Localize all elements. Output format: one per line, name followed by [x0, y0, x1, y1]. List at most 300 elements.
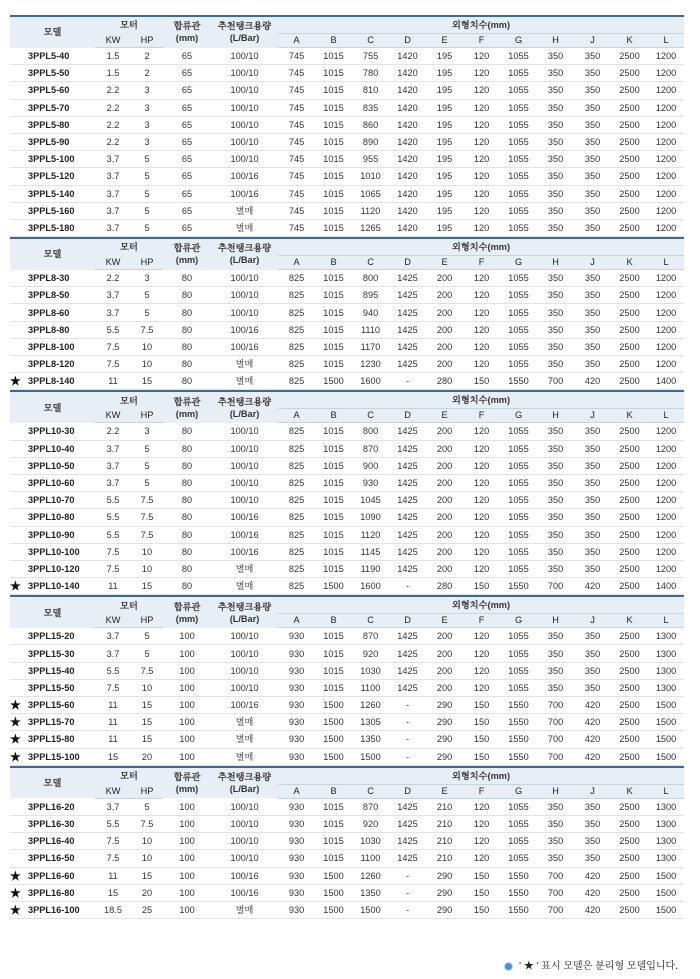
- header-dim-col: H: [537, 614, 574, 628]
- tank-cell: 별매: [211, 219, 278, 236]
- tank-cell: 100/10: [211, 628, 278, 645]
- kw-cell: 11: [95, 697, 131, 714]
- model-name: 3PPL5-60: [28, 85, 70, 96]
- hp-cell: 3: [131, 133, 163, 150]
- bullet-icon: [504, 962, 513, 971]
- dim-cell: 745: [278, 168, 315, 185]
- header-motor: 모터: [95, 596, 163, 614]
- dim-cell: 955: [352, 151, 389, 168]
- dim-cell: 1500: [648, 714, 684, 731]
- dim-cell: 1425: [389, 850, 426, 867]
- model-cell: [10, 457, 95, 474]
- dim-cell: 1420: [389, 219, 426, 236]
- header-pipe: 합류관 (mm): [163, 238, 211, 270]
- table-row: [10, 356, 684, 373]
- dim-cell: 2500: [611, 65, 648, 82]
- dim-cell: 1200: [648, 116, 684, 133]
- hp-cell: 7.5: [131, 526, 163, 543]
- dim-cell: 1425: [389, 321, 426, 338]
- dim-cell: 420: [574, 578, 611, 595]
- dim-cell: 350: [574, 321, 611, 338]
- model-name: 3PPL10-100: [28, 546, 80, 557]
- dim-cell: 1200: [648, 526, 684, 543]
- star-icon: ★: [10, 715, 21, 730]
- tank-cell: 100/10: [211, 492, 278, 509]
- pipe-cell: 65: [163, 219, 211, 236]
- header-dim-col: H: [537, 784, 574, 798]
- model-cell: [10, 748, 95, 765]
- header-dim-col: J: [574, 784, 611, 798]
- dim-cell: 1055: [500, 423, 537, 440]
- dim-cell: 1200: [648, 560, 684, 577]
- dim-cell: 825: [278, 492, 315, 509]
- tank-cell: 100/16: [211, 509, 278, 526]
- tank-cell: 100/10: [211, 82, 278, 99]
- dim-cell: 1015: [315, 356, 352, 373]
- hp-cell: 7.5: [131, 509, 163, 526]
- tank-cell: 100/10: [211, 48, 278, 65]
- model-cell: [10, 714, 95, 731]
- hp-cell: 3: [131, 82, 163, 99]
- model-cell: [10, 474, 95, 491]
- model-name: 3PPL16-50: [28, 853, 75, 864]
- dim-cell: 1425: [389, 457, 426, 474]
- dim-cell: 745: [278, 48, 315, 65]
- kw-cell: 7.5: [95, 833, 131, 850]
- dim-cell: 1015: [315, 151, 352, 168]
- dim-cell: 1055: [500, 202, 537, 219]
- dim-cell: 1200: [648, 82, 684, 99]
- dim-cell: 200: [426, 662, 463, 679]
- model-name: 3PPL5-160: [28, 205, 75, 216]
- header-dim-col: J: [574, 614, 611, 628]
- dim-cell: 1550: [500, 748, 537, 765]
- kw-cell: 3.7: [95, 202, 131, 219]
- model-cell: [10, 304, 95, 321]
- dim-cell: 930: [278, 645, 315, 662]
- dim-cell: 1425: [389, 798, 426, 815]
- dim-cell: 120: [463, 82, 500, 99]
- dim-cell: 350: [537, 202, 574, 219]
- kw-cell: 7.5: [95, 338, 131, 355]
- dim-cell: 1170: [352, 338, 389, 355]
- dim-cell: 1015: [315, 202, 352, 219]
- model-cell: [10, 492, 95, 509]
- dim-cell: 825: [278, 287, 315, 304]
- dim-cell: 350: [574, 679, 611, 696]
- hp-cell: 5: [131, 474, 163, 491]
- dim-cell: 1425: [389, 543, 426, 560]
- dim-cell: 2500: [611, 82, 648, 99]
- model-name: 3PPL10-90: [28, 529, 75, 540]
- header-tank: 추천탱크용량 (L/Bar): [211, 16, 278, 48]
- model-name: 3PPL5-40: [28, 50, 70, 61]
- dim-cell: 350: [574, 440, 611, 457]
- dim-cell: 200: [426, 304, 463, 321]
- dim-cell: 1015: [315, 185, 352, 202]
- dim-cell: 1015: [315, 219, 352, 236]
- hp-cell: 10: [131, 679, 163, 696]
- pipe-cell: 80: [163, 526, 211, 543]
- dim-cell: 195: [426, 151, 463, 168]
- tank-cell: 100/16: [211, 168, 278, 185]
- table-row: [10, 270, 684, 287]
- spec-table: [10, 237, 684, 390]
- dim-cell: 2500: [611, 578, 648, 595]
- hp-cell: 3: [131, 423, 163, 440]
- model-cell: [10, 901, 95, 918]
- header-hp: HP: [131, 34, 163, 48]
- dim-cell: 930: [278, 748, 315, 765]
- header-dim-col: G: [500, 34, 537, 48]
- dim-cell: 890: [352, 133, 389, 150]
- dim-cell: 1600: [352, 578, 389, 595]
- dim-cell: 120: [463, 116, 500, 133]
- dim-cell: 350: [574, 457, 611, 474]
- tank-cell: 100/10: [211, 116, 278, 133]
- dim-cell: -: [389, 373, 426, 390]
- header-dim-col: C: [352, 34, 389, 48]
- dim-cell: 350: [574, 82, 611, 99]
- dim-cell: 1425: [389, 815, 426, 832]
- dim-cell: 870: [352, 440, 389, 457]
- pipe-cell: 65: [163, 151, 211, 168]
- dim-cell: 1300: [648, 662, 684, 679]
- header-dim-col: F: [463, 614, 500, 628]
- kw-cell: 11: [95, 867, 131, 884]
- pipe-cell: 65: [163, 116, 211, 133]
- dim-cell: 930: [278, 867, 315, 884]
- dim-cell: 1015: [315, 440, 352, 457]
- dim-cell: 120: [463, 423, 500, 440]
- dim-cell: 1425: [389, 338, 426, 355]
- dim-cell: 1500: [648, 867, 684, 884]
- dim-cell: 2500: [611, 628, 648, 645]
- dim-cell: 745: [278, 116, 315, 133]
- dim-cell: 1055: [500, 457, 537, 474]
- header-dim-col: F: [463, 409, 500, 423]
- dim-cell: 1015: [315, 526, 352, 543]
- footnote: [504, 957, 678, 972]
- tank-cell: 100/10: [211, 679, 278, 696]
- dim-cell: 350: [574, 628, 611, 645]
- kw-cell: 3.7: [95, 219, 131, 236]
- hp-cell: 5: [131, 798, 163, 815]
- dim-cell: 825: [278, 321, 315, 338]
- dim-cell: 1090: [352, 509, 389, 526]
- model-cell: [10, 662, 95, 679]
- tank-cell: 별매: [211, 578, 278, 595]
- dim-cell: 1420: [389, 48, 426, 65]
- table-row: [10, 628, 684, 645]
- tank-cell: 100/16: [211, 867, 278, 884]
- pipe-cell: 65: [163, 185, 211, 202]
- header-dim-col: K: [611, 784, 648, 798]
- dim-cell: 1300: [648, 645, 684, 662]
- dim-cell: 1015: [315, 543, 352, 560]
- dim-cell: 350: [537, 168, 574, 185]
- dim-cell: 120: [463, 356, 500, 373]
- dim-cell: 350: [537, 679, 574, 696]
- hp-cell: 5: [131, 202, 163, 219]
- dim-cell: 745: [278, 133, 315, 150]
- dim-cell: -: [389, 901, 426, 918]
- hp-cell: 5: [131, 628, 163, 645]
- dim-cell: 895: [352, 287, 389, 304]
- table-row: [10, 219, 684, 236]
- dim-cell: 1300: [648, 798, 684, 815]
- dim-cell: 350: [574, 116, 611, 133]
- model-cell: [10, 697, 95, 714]
- kw-cell: 3.7: [95, 185, 131, 202]
- dim-cell: 2500: [611, 867, 648, 884]
- tank-cell: 별매: [211, 560, 278, 577]
- dim-cell: 745: [278, 202, 315, 219]
- table-subheader-row: [10, 256, 684, 270]
- model-cell: [10, 82, 95, 99]
- dim-cell: 930: [278, 697, 315, 714]
- spec-tables: [10, 15, 680, 919]
- dim-cell: -: [389, 731, 426, 748]
- spec-table: [10, 390, 684, 595]
- header-dimensions: 외형치수(mm): [278, 767, 684, 785]
- dim-cell: 1055: [500, 287, 537, 304]
- table-row: [10, 662, 684, 679]
- header-model: 모델: [10, 238, 95, 270]
- model-name: 3PPL8-30: [28, 272, 70, 283]
- dim-cell: 1500: [315, 578, 352, 595]
- kw-cell: 3.7: [95, 798, 131, 815]
- dim-cell: 350: [537, 850, 574, 867]
- dim-cell: 1200: [648, 356, 684, 373]
- dim-cell: 1500: [352, 901, 389, 918]
- header-dim-col: E: [426, 409, 463, 423]
- dim-cell: 1425: [389, 833, 426, 850]
- dim-cell: 200: [426, 321, 463, 338]
- dim-cell: 1500: [315, 731, 352, 748]
- dim-cell: 1425: [389, 662, 426, 679]
- dim-cell: 1420: [389, 65, 426, 82]
- dim-cell: 1015: [315, 133, 352, 150]
- header-dim-col: L: [648, 614, 684, 628]
- dim-cell: 200: [426, 543, 463, 560]
- model-name: 3PPL16-60: [28, 870, 75, 881]
- dim-cell: 1500: [315, 697, 352, 714]
- pipe-cell: 80: [163, 509, 211, 526]
- table-row: [10, 815, 684, 832]
- dim-cell: 2500: [611, 457, 648, 474]
- dim-cell: 1420: [389, 99, 426, 116]
- dim-cell: 1200: [648, 287, 684, 304]
- dim-cell: 210: [426, 815, 463, 832]
- dim-cell: 120: [463, 65, 500, 82]
- model-cell: [10, 338, 95, 355]
- tank-cell: 100/16: [211, 338, 278, 355]
- tank-cell: 100/16: [211, 185, 278, 202]
- model-name: 3PPL5-50: [28, 68, 70, 79]
- star-icon: ★: [10, 732, 21, 747]
- dim-cell: 150: [463, 748, 500, 765]
- header-dim-col: G: [500, 614, 537, 628]
- model-name: 3PPL15-30: [28, 648, 75, 659]
- hp-cell: 3: [131, 99, 163, 116]
- pipe-cell: 100: [163, 798, 211, 815]
- table-row: [10, 474, 684, 491]
- model-cell: [10, 168, 95, 185]
- dim-cell: 120: [463, 679, 500, 696]
- dim-cell: 150: [463, 578, 500, 595]
- dim-cell: 1350: [352, 731, 389, 748]
- dim-cell: 200: [426, 423, 463, 440]
- kw-cell: 11: [95, 578, 131, 595]
- star-icon: ★: [10, 698, 21, 712]
- kw-cell: 5.5: [95, 526, 131, 543]
- model-name: 3PPL8-50: [28, 290, 70, 301]
- pipe-cell: 65: [163, 168, 211, 185]
- table-row: [10, 168, 684, 185]
- dim-cell: 825: [278, 338, 315, 355]
- dim-cell: 350: [537, 116, 574, 133]
- kw-cell: 5.5: [95, 509, 131, 526]
- dim-cell: 120: [463, 457, 500, 474]
- table-row: [10, 731, 684, 748]
- kw-cell: 3.7: [95, 628, 131, 645]
- pipe-cell: 100: [163, 714, 211, 731]
- tank-cell: 100/10: [211, 65, 278, 82]
- hp-cell: 5: [131, 151, 163, 168]
- hp-cell: 15: [131, 731, 163, 748]
- dim-cell: 700: [537, 373, 574, 390]
- kw-cell: 1.5: [95, 65, 131, 82]
- dim-cell: 1015: [315, 270, 352, 287]
- model-cell: [10, 48, 95, 65]
- dim-cell: 1200: [648, 304, 684, 321]
- dim-cell: 1055: [500, 526, 537, 543]
- dim-cell: 2500: [611, 185, 648, 202]
- model-cell: [10, 798, 95, 815]
- dim-cell: 1055: [500, 304, 537, 321]
- kw-cell: 5.5: [95, 815, 131, 832]
- kw-cell: 18.5: [95, 901, 131, 918]
- dim-cell: 2500: [611, 133, 648, 150]
- dim-cell: 350: [537, 423, 574, 440]
- pipe-cell: 100: [163, 731, 211, 748]
- dim-cell: 1550: [500, 884, 537, 901]
- pipe-cell: 80: [163, 423, 211, 440]
- tank-cell: 100/10: [211, 798, 278, 815]
- model-cell: [10, 833, 95, 850]
- dim-cell: 1055: [500, 99, 537, 116]
- dim-cell: 1055: [500, 116, 537, 133]
- dim-cell: 350: [574, 662, 611, 679]
- table-row: [10, 679, 684, 696]
- dim-cell: 350: [574, 645, 611, 662]
- header-dim-col: L: [648, 409, 684, 423]
- tank-cell: 100/10: [211, 457, 278, 474]
- spec-table: [10, 766, 684, 919]
- table-row: [10, 338, 684, 355]
- table-row: [10, 543, 684, 560]
- hp-cell: 5: [131, 457, 163, 474]
- hp-cell: 15: [131, 373, 163, 390]
- dim-cell: 290: [426, 714, 463, 731]
- model-name: 3PPL10-70: [28, 495, 75, 506]
- kw-cell: 3.7: [95, 168, 131, 185]
- dim-cell: 350: [574, 338, 611, 355]
- header-dim-col: C: [352, 784, 389, 798]
- hp-cell: 5: [131, 287, 163, 304]
- table-header-row: [10, 391, 684, 409]
- table-row: [10, 526, 684, 543]
- dim-cell: 120: [463, 798, 500, 815]
- dim-cell: 825: [278, 270, 315, 287]
- dim-cell: 860: [352, 116, 389, 133]
- dim-cell: 1030: [352, 833, 389, 850]
- table-row: [10, 833, 684, 850]
- header-kw: KW: [95, 784, 131, 798]
- dim-cell: 290: [426, 884, 463, 901]
- dim-cell: 900: [352, 457, 389, 474]
- dim-cell: 350: [537, 474, 574, 491]
- dim-cell: 120: [463, 526, 500, 543]
- pipe-cell: 80: [163, 457, 211, 474]
- dim-cell: 1425: [389, 423, 426, 440]
- dim-cell: 120: [463, 133, 500, 150]
- dim-cell: 1200: [648, 133, 684, 150]
- model-name: 3PPL5-180: [28, 222, 75, 233]
- star-icon: ★: [10, 749, 21, 764]
- table-subheader-row: [10, 34, 684, 48]
- dim-cell: 1425: [389, 270, 426, 287]
- model-cell: [10, 321, 95, 338]
- model-cell: [10, 356, 95, 373]
- dim-cell: 1500: [648, 748, 684, 765]
- header-kw: KW: [95, 409, 131, 423]
- dim-cell: 1015: [315, 423, 352, 440]
- dim-cell: 120: [463, 645, 500, 662]
- dim-cell: 1055: [500, 645, 537, 662]
- dim-cell: 1055: [500, 48, 537, 65]
- dim-cell: 1200: [648, 168, 684, 185]
- dim-cell: 1260: [352, 697, 389, 714]
- table-header-row: [10, 767, 684, 785]
- dim-cell: 120: [463, 815, 500, 832]
- hp-cell: 2: [131, 48, 163, 65]
- header-dim-col: A: [278, 614, 315, 628]
- dim-cell: 1015: [315, 304, 352, 321]
- header-dim-col: E: [426, 34, 463, 48]
- dim-cell: 930: [278, 731, 315, 748]
- dim-cell: 195: [426, 133, 463, 150]
- pipe-cell: 80: [163, 440, 211, 457]
- header-dim-col: D: [389, 614, 426, 628]
- dim-cell: 1055: [500, 560, 537, 577]
- model-cell: [10, 560, 95, 577]
- model-name: 3PPL5-140: [28, 188, 75, 199]
- dim-cell: 1550: [500, 697, 537, 714]
- dim-cell: 120: [463, 287, 500, 304]
- dim-cell: 2500: [611, 901, 648, 918]
- model-name: 3PPL15-70: [28, 717, 75, 728]
- dim-cell: 700: [537, 731, 574, 748]
- dim-cell: 195: [426, 99, 463, 116]
- dim-cell: 1200: [648, 474, 684, 491]
- dim-cell: 1300: [648, 628, 684, 645]
- dim-cell: 120: [463, 99, 500, 116]
- header-dimensions: 외형치수(mm): [278, 596, 684, 614]
- dim-cell: 120: [463, 560, 500, 577]
- table-subheader-row: [10, 409, 684, 423]
